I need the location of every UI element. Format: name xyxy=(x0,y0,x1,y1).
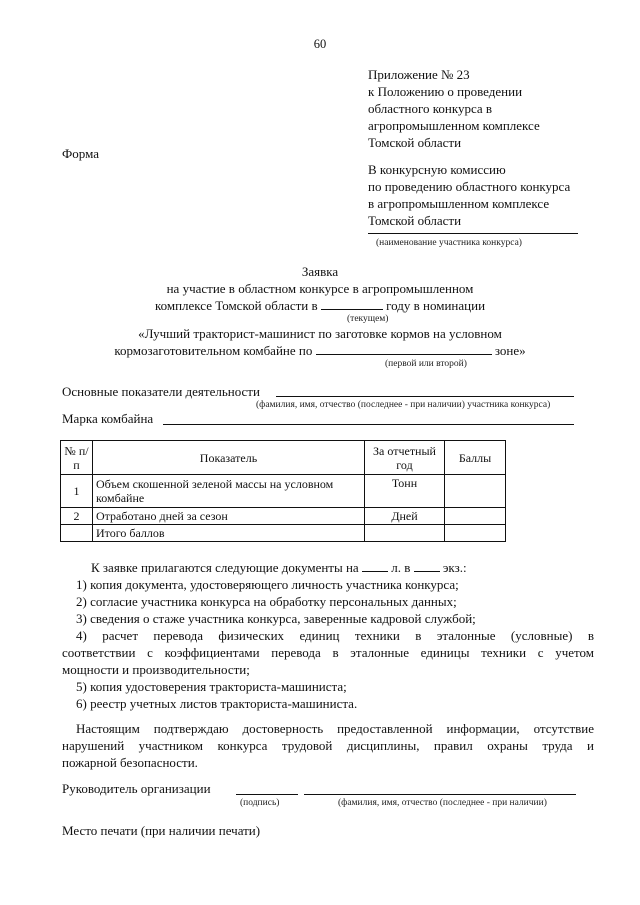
confirmation-line: Настоящим подтверждаю достоверность предоставленной информации, отсутствие xyxy=(76,721,594,736)
appendix-line: областного конкурса в xyxy=(368,101,493,116)
table-row xyxy=(61,525,506,542)
title-line-year xyxy=(60,297,580,314)
addressee-line: Томской области xyxy=(368,213,462,228)
documents-item: 6) реестр учетных листов тракториста-машиниста. xyxy=(76,696,358,711)
documents-item: 2) согласие участника конкурса на обработку персональных данных; xyxy=(76,594,457,609)
table-header-row xyxy=(61,441,506,475)
cell-unit: Тонн xyxy=(365,475,445,508)
sheets-field[interactable] xyxy=(362,559,388,572)
cell-unit: Дней xyxy=(365,508,445,525)
confirmation-line: пожарной безопасности. xyxy=(62,755,198,770)
appendix-line: Приложение № 23 xyxy=(368,67,470,82)
appendix-line: к Положению о проведении xyxy=(368,84,523,99)
addressee-line: в агропромышленном комплексе xyxy=(368,196,550,211)
current-hint: (текущем) xyxy=(347,314,389,324)
cell-num xyxy=(61,525,93,542)
stamp-label: Место печати (при наличии печати) xyxy=(62,823,261,838)
addressee-line: В конкурсную комиссию xyxy=(368,162,506,177)
header-num: № п/п xyxy=(61,441,93,475)
zone-field[interactable] xyxy=(316,342,492,355)
table-row xyxy=(61,475,506,508)
cell-points[interactable] xyxy=(445,508,506,525)
copies-field[interactable] xyxy=(414,559,440,572)
cell-indicator: Отработано дней за сезон xyxy=(93,508,365,525)
brand-label: Марка комбайна xyxy=(62,411,154,426)
documents-text: экз.: xyxy=(442,560,467,575)
documents-item: соответствии с коэффициентами перевода в эталонные единицы техники с учетом xyxy=(62,645,594,660)
cell-num: 1 xyxy=(61,475,93,508)
year-field[interactable] xyxy=(321,297,383,310)
documents-item: 4) расчет перевода физических единиц техники в эталонные (условные) в xyxy=(76,628,594,643)
form-label: Форма xyxy=(62,146,99,161)
indicators-table xyxy=(60,440,506,542)
participant-hint: (фамилия, имя, отчество (последнее - при наличии) участника конкурса) xyxy=(256,400,551,410)
documents-intro xyxy=(91,559,467,576)
addressee-name-field[interactable] xyxy=(368,233,578,234)
appendix-line: агропромышленном комплексе xyxy=(368,118,540,133)
signature-name-hint: (фамилия, имя, отчество (последнее - при наличии) xyxy=(338,798,547,808)
signature-label: Руководитель организации xyxy=(62,781,211,796)
title-text: году в номинации xyxy=(386,298,486,313)
cell-points[interactable] xyxy=(445,475,506,508)
header-year: За отчетный год xyxy=(365,441,445,475)
cell-num: 2 xyxy=(61,508,93,525)
title-text: зоне» xyxy=(494,343,526,358)
documents-item: 1) копия документа, удостоверяющего личность участника конкурса; xyxy=(76,577,459,592)
appendix-block xyxy=(368,66,540,151)
documents-item: 3) сведения о стаже участника конкурса, заверенные кадровой службой; xyxy=(76,611,476,626)
title-line: «Лучший тракторист-машинист по заготовке кормов на условном xyxy=(138,326,502,341)
brand-field[interactable] xyxy=(163,424,574,425)
signature-name-field[interactable] xyxy=(304,794,576,795)
addressee-block xyxy=(368,161,570,229)
cell-indicator: Итого баллов xyxy=(93,525,365,542)
zone-hint: (первой или второй) xyxy=(385,359,467,369)
cell-indicator: Объем скошенной зеленой массы на условном комбайне xyxy=(93,475,365,508)
appendix-line: Томской области xyxy=(368,135,462,150)
documents-item: мощности и производительности; xyxy=(62,662,250,677)
header-indicator: Показатель xyxy=(93,441,365,475)
title-line-zone xyxy=(60,342,580,359)
page-number: 60 xyxy=(313,37,327,51)
cell-points[interactable] xyxy=(445,525,506,542)
title-line: на участие в областном конкурсе в агропромышленном xyxy=(166,281,474,296)
addressee-line: по проведению областного конкурса xyxy=(368,179,571,194)
title-text: комплексе Томской области в xyxy=(154,298,318,313)
signature-hint: (подпись) xyxy=(240,798,280,808)
application-title: Заявка xyxy=(301,264,339,279)
documents-item: 5) копия удостоверения тракториста-машиниста; xyxy=(76,679,347,694)
documents-text: К заявке прилагаются следующие документы на xyxy=(91,560,359,575)
signature-field[interactable] xyxy=(236,794,298,795)
confirmation-line: нарушений участником конкурса трудовой дисциплины, правил охраны труда и xyxy=(62,738,594,753)
participant-name-field[interactable] xyxy=(276,396,574,397)
indicators-label: Основные показатели деятельности xyxy=(62,384,260,399)
documents-text: л. в xyxy=(391,560,411,575)
title-text: кормозаготовительном комбайне по xyxy=(114,343,313,358)
table-row xyxy=(61,508,506,525)
addressee-hint: (наименование участника конкурса) xyxy=(376,238,522,248)
cell-unit xyxy=(365,525,445,542)
header-points: Баллы xyxy=(445,441,506,475)
